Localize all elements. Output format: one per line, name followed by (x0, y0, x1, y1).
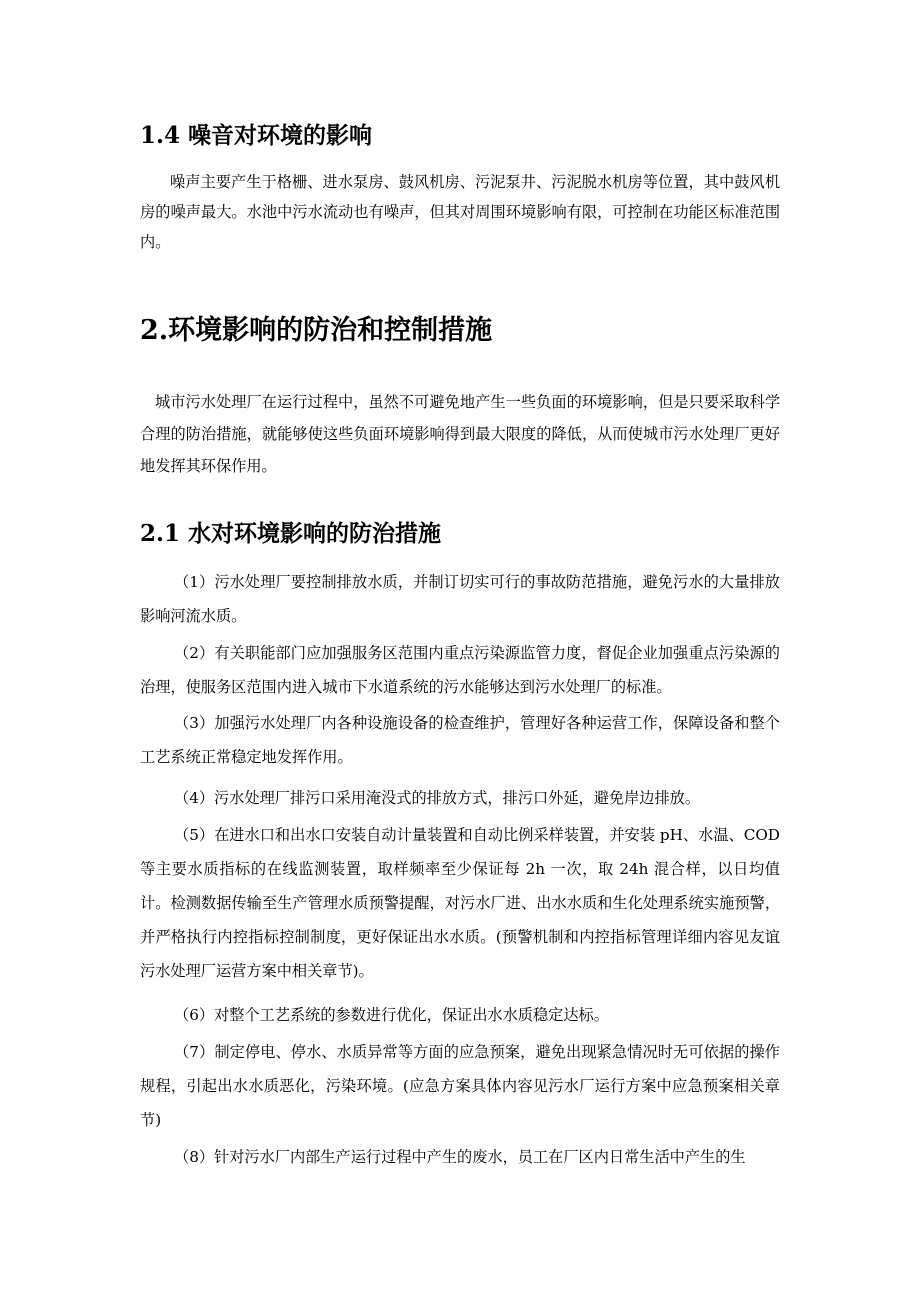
measure-item-7: （7）制定停电、停水、水质异常等方面的应急预案，避免出现紧急情况时无可依据的操作规程，引起出水水质恶化，污染环境。(应急方案具体内容见污水厂运行方案中应急预案相关章节) (140, 1043, 780, 1129)
paragraph-intro: 城市污水处理厂在运行过程中，虽然不可避免地产生一些负面的环境影响，但是只要采取科学合理的防治措施，就能够使这些负面环境影响得到最大限度的降低，从而使城市污水处理厂更好地发挥其环保作用。 (140, 393, 780, 475)
measure-item-5: （5）在进水口和出水口安装自动计量装置和自动比例采样装置，并安装 pH、水温、COD 等主要水质指标的在线监测装置，取样频率至少保证每 2h 一次，取 24h 混合样，以日均值计。检测数据传输至生产管理水质预警提醒，对污水厂进、出水水质和生化处理系统实施预警，并严格执行内控指标控制制度，更好保证出水水质。(预警机制和内控指标管理详细内容见友谊污水处理厂运营方案中相关章节)。 (140, 826, 780, 980)
measure-item-3: （3）加强污水处理厂内各种设施设备的检查维护，管理好各种运营工作，保障设备和整个工艺系统正常稳定地发挥作用。 (140, 714, 780, 766)
measure-item-2: （2）有关职能部门应加强服务区范围内重点污染源监管力度，督促企业加强重点污染源的治理，使服务区范围内进入城市下水道系统的污水能够达到污水处理厂的标准。 (140, 644, 780, 696)
paragraph-noise: 噪声主要产生于格栅、进水泵房、鼓风机房、污泥泵井、污泥脱水机房等位置，其中鼓风机房的噪声最大。水池中污水流动也有噪声，但其对周围环境影响有限，可控制在功能区标准范围内。 (140, 173, 780, 251)
measure-item-1: （1）污水处理厂要控制排放水质，并制订切实可行的事故防范措施，避免污水的大量排放影响河流水质。 (140, 573, 780, 625)
chapter-heading-2: 2.环境影响的防治和控制措施 (140, 315, 493, 346)
measure-item-4: （4）污水处理厂排污口采用淹没式的排放方式，排污口外延，避免岸边排放。 (174, 789, 701, 807)
section-heading-2-1: 2.1 水对环境影响的防治措施 (140, 520, 442, 547)
measure-item-6: （6）对整个工艺系统的参数进行优化，保证出水水质稳定达标。 (174, 1006, 609, 1024)
measure-item-8: （8）针对污水厂内部生产运行过程中产生的废水，员工在厂区内日常生活中产生的生 (174, 1148, 746, 1166)
section-heading-1-4: 1.4 噪音对环境的影响 (140, 122, 373, 149)
